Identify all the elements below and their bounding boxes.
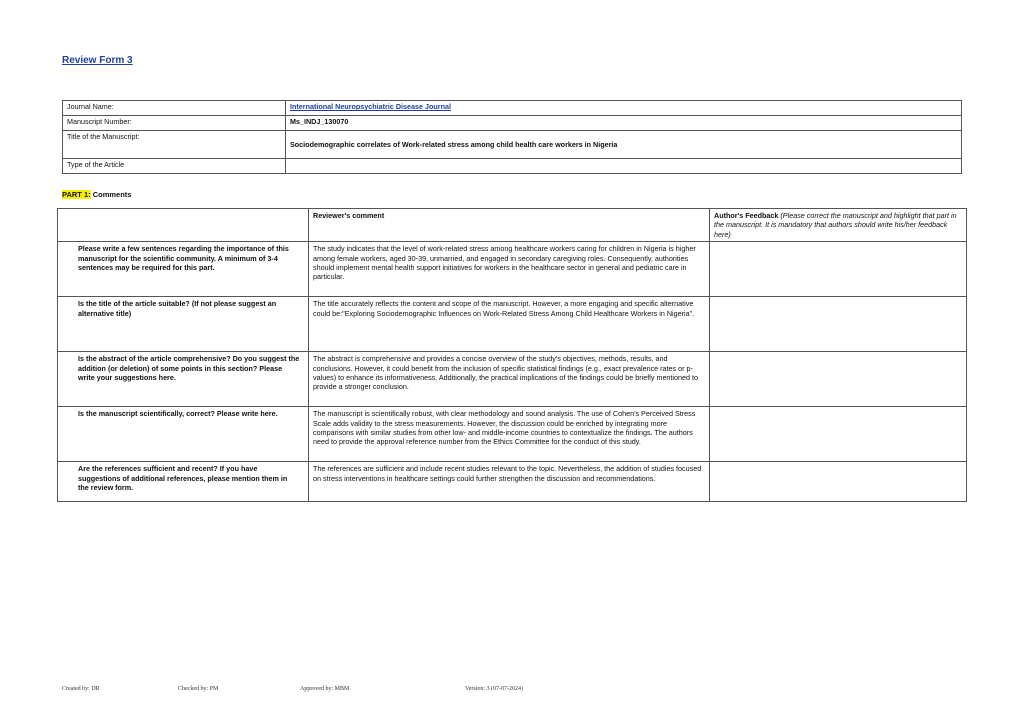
- author-feedback-instructions: (Please correct the manuscript and highlight that part in the manuscript. It is mandatory that authors should write his/her feedback here): [714, 211, 957, 239]
- author-feedback-title: Author's Feedback: [714, 211, 779, 220]
- journal-name-label: Journal Name:: [63, 101, 286, 116]
- question-scientific: Is the manuscript scientifically, correct? Please write here.: [58, 407, 309, 462]
- comments-table: [57, 208, 967, 502]
- comment-importance: The study indicates that the level of work-related stress among healthcare workers caring for children in Nigeria is higher among female workers, aged 30-39, unmarried, and engaged in secondary caregiving roles. Consequently, authorities should implement mental health support initiatives for workers in the healthcare sector in general and pediatric care in particular.: [309, 242, 710, 297]
- page-footer: [0, 686, 1024, 696]
- comment-title: The title accurately reflects the content and scope of the manuscript. However, a more engaging and specific alternative could be:"Exploring Sociodemographic Influences on Work-Related Stress Among Child Healthcare Workers in Nigeria".: [309, 297, 710, 352]
- part-heading: [62, 190, 131, 199]
- manuscript-number-value: Ms_INDJ_130070: [286, 116, 962, 131]
- footer-created-by: Created by: DR: [62, 686, 100, 692]
- feedback-references[interactable]: [710, 462, 967, 502]
- header-author-feedback: [710, 209, 967, 242]
- header-question-cell: [58, 209, 309, 242]
- feedback-abstract[interactable]: [710, 352, 967, 407]
- question-references: Are the references sufficient and recent? If you have suggestions of additional references, please mention them in the review form.: [58, 462, 309, 502]
- question-title: Is the title of the article suitable? (If not please suggest an alternative title): [58, 297, 309, 352]
- comment-scientific: The manuscript is scientifically robust, with clear methodology and sound analysis. The use of Cohen's Perceived Stress Scale adds validity to the stress measurements. However, the discussion could be enriched by integrating more comparisons with similar studies from other low- and middle-income countries to contextualize the findings. The authors need to provide the approval reference number from the Ethics Committee for the conduct of this study.: [309, 407, 710, 462]
- part-label: PART 1:: [62, 190, 91, 199]
- manuscript-title-value: Sociodemographic correlates of Work-related stress among child health care workers in Nigeria: [286, 131, 962, 159]
- footer-approved-by: Approved by: MBM: [300, 686, 350, 692]
- question-abstract: Is the abstract of the article comprehensive? Do you suggest the addition (or deletion) of some points in this section? Please write your suggestions here.: [58, 352, 309, 407]
- question-importance: Please write a few sentences regarding the importance of this manuscript for the scientific community. A minimum of 3-4 sentences may be required for this part.: [58, 242, 309, 297]
- article-type-value: [286, 159, 962, 174]
- feedback-title[interactable]: [710, 297, 967, 352]
- comment-references: The references are sufficient and include recent studies relevant to the topic. Nevertheless, the addition of studies focused on stress interventions in healthcare settings could further strengthen the discussion and recommendations.: [309, 462, 710, 502]
- form-title: Review Form 3: [62, 55, 133, 66]
- feedback-scientific[interactable]: [710, 407, 967, 462]
- header-reviewer-comment: Reviewer's comment: [309, 209, 710, 242]
- footer-version: Version: 3 (07-07-2024): [465, 686, 523, 692]
- journal-name-link[interactable]: International Neuropsychiatric Disease Journal: [290, 102, 451, 111]
- journal-name-cell: [286, 101, 962, 116]
- article-type-label: Type of the Article: [63, 159, 286, 174]
- manuscript-info-table: [62, 100, 962, 174]
- manuscript-title-label: Title of the Manuscript:: [63, 131, 286, 159]
- feedback-importance[interactable]: [710, 242, 967, 297]
- manuscript-number-label: Manuscript Number:: [63, 116, 286, 131]
- part-suffix: Comments: [90, 190, 132, 199]
- comment-abstract: The abstract is comprehensive and provides a concise overview of the study's objectives, methods, results, and conclusions. However, it could benefit from the inclusion of specific statistical findings (e.g., exact prevalence rates or p-values) to enhance its informativeness. Additionally, the practical implications of the findings could be briefly mentioned to provide a stronger conclusion.: [309, 352, 710, 407]
- footer-checked-by: Checked by: PM: [178, 686, 219, 692]
